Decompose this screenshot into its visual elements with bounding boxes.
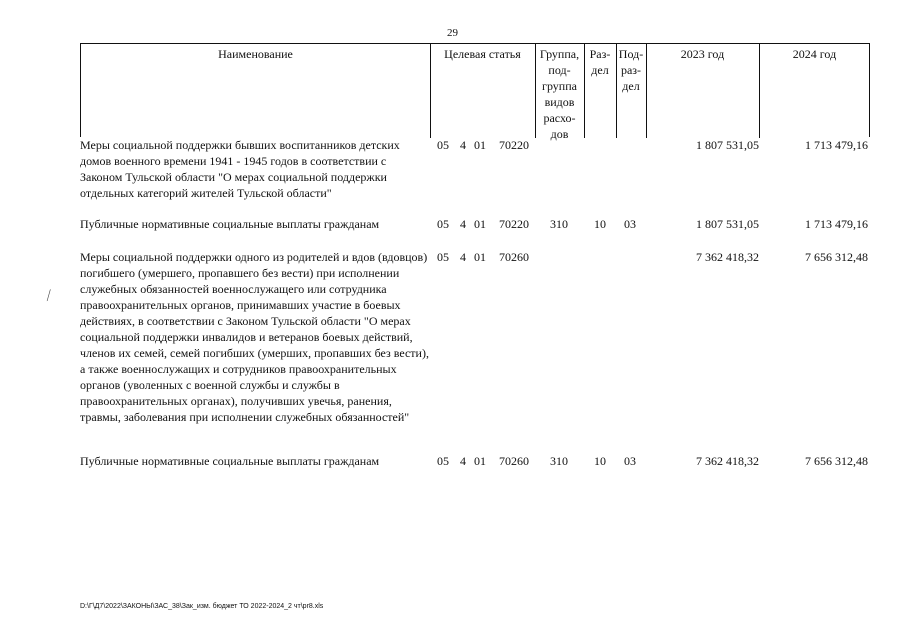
amount-2024: 1 713 479,16 xyxy=(805,217,868,231)
target-code-2: 4 xyxy=(460,454,466,468)
target-code-3: 01 xyxy=(474,454,486,468)
target-code-1: 05 xyxy=(437,454,449,468)
target-code-1: 05 xyxy=(437,217,449,231)
header-name: Наименование xyxy=(218,47,293,61)
group-code: 310 xyxy=(550,454,568,468)
file-path-footer: D:\Г\Д7\2022\ЗАКОНЫ\ЗАС_38\Зак_изм. бюджет ТО 2022-2024_2 чт\pr8.xls xyxy=(80,603,324,610)
subsection-code: 03 xyxy=(624,454,636,468)
amount-2023: 7 362 418,32 xyxy=(696,250,759,264)
target-code-4: 70220 xyxy=(499,217,529,231)
target-code-3: 01 xyxy=(474,138,486,152)
row-name: Меры социальной поддержки одного из родителей и вдов (вдовцов) погибшего (умершего, пропавшего без вести) при исполнении служебных обязанностей военнослужащего или сотрудника правоохранительных органов, принимавших участие в боевых действиях, в соответствии с Законом Тульской области "О мерах социальной поддержки инвалидов и ветеранов боевых действий, членов их семей, семей погибших (умерших, пропавших без вести), а также военнослужащих и сотрудников правоохранительных органов (уволенных с военной службы и службы в правоохранительных органах), получивших увечья, ранения, травмы, заболевания при исполнении служебных обязанностей" xyxy=(80,250,429,424)
target-code-1: 05 xyxy=(437,138,449,152)
header-group xyxy=(535,46,584,142)
target-code-2: 4 xyxy=(460,138,466,152)
header-subsection-line: Под- xyxy=(618,47,644,61)
header-target: Целевая статья xyxy=(444,47,521,61)
target-code-4: 70260 xyxy=(499,250,529,264)
amount-2024: 7 656 312,48 xyxy=(805,454,868,468)
amount-2024: 7 656 312,48 xyxy=(805,250,868,264)
amount-2023: 1 807 531,05 xyxy=(696,138,759,152)
header-subsection xyxy=(616,46,646,94)
subsection-code: 03 xyxy=(624,217,636,231)
target-code-1: 05 xyxy=(437,250,449,264)
header-2024: 2024 год xyxy=(792,47,837,61)
row-name: Меры социальной поддержки бывших воспитанников детских домов военного времени 1941 - 1945 годов в соответствии с Законом Тульской области "О мерах социальной поддержки отдельных категорий жителей Тульской области" xyxy=(80,138,400,200)
header-group-line: под- xyxy=(548,63,571,77)
target-code-3: 01 xyxy=(474,250,486,264)
target-code-4: 70260 xyxy=(499,454,529,468)
handwritten-mark: ⁄ xyxy=(45,288,54,304)
target-code-3: 01 xyxy=(474,217,486,231)
target-code-2: 4 xyxy=(460,217,466,231)
header-group-line: Группа, xyxy=(539,47,580,61)
header-subsection-line: дел xyxy=(622,79,640,93)
header-group-line: дов xyxy=(550,127,569,141)
header-section-line: Раз- xyxy=(589,47,611,61)
section-code: 10 xyxy=(594,217,606,231)
amount-2023: 1 807 531,05 xyxy=(696,217,759,231)
row-name: Публичные нормативные социальные выплаты гражданам xyxy=(80,454,380,468)
amount-2023: 7 362 418,32 xyxy=(696,454,759,468)
table-header xyxy=(80,43,870,141)
header-2023: 2023 год xyxy=(680,47,725,61)
header-group-line: группа xyxy=(542,79,577,93)
header-subsection-line: раз- xyxy=(620,63,642,77)
header-section-line: дел xyxy=(591,63,609,77)
group-code: 310 xyxy=(550,217,568,231)
target-code-4: 70220 xyxy=(499,138,529,152)
header-section xyxy=(584,46,616,78)
page-number: 29 xyxy=(447,27,458,39)
target-code-2: 4 xyxy=(460,250,466,264)
amount-2024: 1 713 479,16 xyxy=(805,138,868,152)
header-group-line: расхо- xyxy=(543,111,576,125)
header-group-line: видов xyxy=(544,95,575,109)
row-name: Публичные нормативные социальные выплаты гражданам xyxy=(80,217,380,231)
section-code: 10 xyxy=(594,454,606,468)
